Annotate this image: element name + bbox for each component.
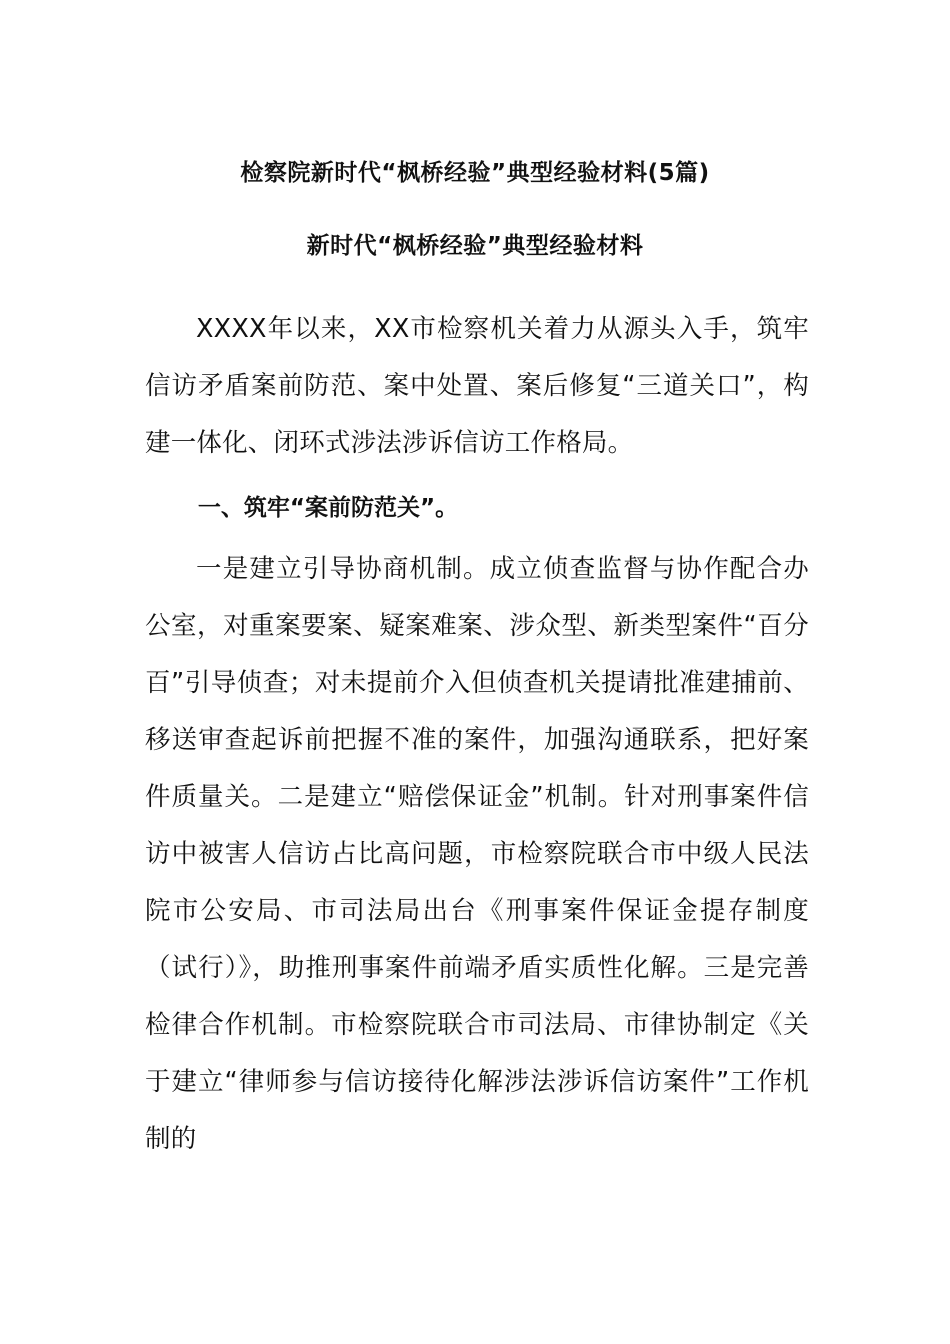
document-subtitle: 新时代“枫桥经验”典型经验材料 — [306, 233, 644, 259]
document-title: 检察院新时代“枫桥经验”典型经验材料(5篇) — [240, 160, 710, 186]
intro-paragraph: XXXX年以来，XX市检察机关着力从源头入手，筑牢信访矛盾案前防范、案中处置、案后修复“三道关口”，构建一体化、闭环式涉法涉诉信访工作格局。 — [145, 314, 809, 458]
section-heading: 一、筑牢“案前防范关”。 — [197, 495, 459, 521]
body-paragraph: 一是建立引导协商机制。成立侦查监督与协作配合办公室，对重案要案、疑案难案、涉众型、新类型案件“百分百”引导侦查；对未提前介入但侦查机关提请批准建捕前、移送审查起诉前把握不准的案件，加强沟通联系，把好案件质量关。二是建立“赔偿保证金”机制。针对刑事案件信访中被害人信访占比高问题，市检察院联合市中级人民法院市公安局、市司法局出台《刑事案件保证金提存制度（试行）》，助推刑事案件前端矛盾实质性化解。三是完善检律合作机制。市检察院联合市司法局、市律协制定《关于建立“律师参与信访接待化解涉法涉诉信访案件”工作机制的 — [145, 554, 809, 1154]
